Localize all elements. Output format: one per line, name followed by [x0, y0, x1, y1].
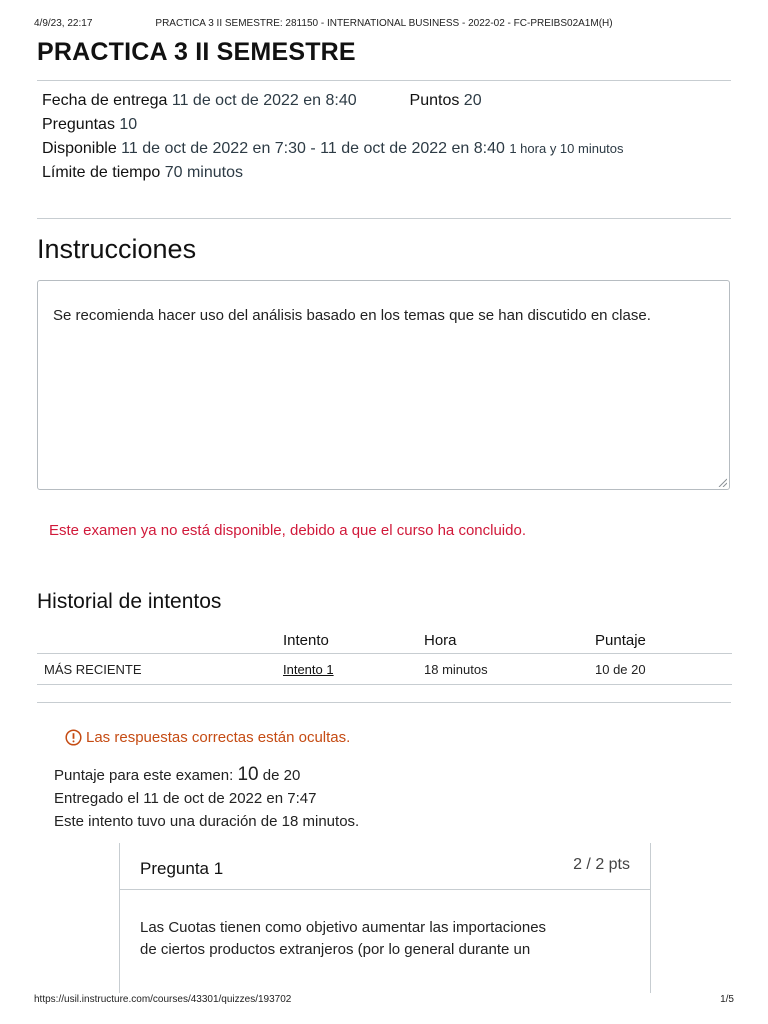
- column-header-intento: Intento: [283, 627, 424, 654]
- column-header: [37, 627, 283, 654]
- available-label: Disponible: [42, 140, 117, 157]
- instructions-text: Se recomienda hacer uso del análisis basado en los temas que se han discutido en clase.: [53, 307, 651, 324]
- score-value: 10: [237, 764, 259, 785]
- score-suffix: de 20: [262, 767, 301, 784]
- quiz-details: [42, 89, 702, 185]
- question-card: [119, 843, 651, 993]
- submitted-line: Entregado el 11 de oct de 2022 en 7:47: [54, 790, 317, 807]
- print-page-number: 1/5: [720, 994, 734, 1005]
- table-row: [37, 654, 732, 685]
- divider: [37, 702, 731, 703]
- time-limit-value: 70 minutos: [164, 164, 243, 181]
- points-label: Puntos: [409, 92, 460, 109]
- time-limit-row: [42, 161, 702, 185]
- page-title: PRACTICA 3 II SEMESTRE: [37, 38, 356, 66]
- hidden-answers-notice: [65, 729, 350, 746]
- due-row: [42, 89, 702, 113]
- column-header-puntaje: Puntaje: [595, 627, 732, 654]
- print-url: https://usil.instructure.com/courses/43301/quizzes/193702: [34, 994, 292, 1005]
- questions-value: 10: [119, 116, 138, 133]
- time-limit-label: Límite de tiempo: [42, 164, 161, 181]
- print-document-title: PRACTICA 3 II SEMESTRE: 281150 - INTERNATIONAL BUSINESS - 2022-02 - FC-PREIBS02A1M(H): [155, 18, 613, 29]
- question-text-line: Las Cuotas tienen como objetivo aumentar las importaciones: [140, 919, 547, 936]
- questions-row: [42, 113, 702, 137]
- due-value: 11 de oct de 2022 en 8:40: [171, 92, 357, 109]
- questions-label: Preguntas: [42, 116, 115, 133]
- attempt-label: MÁS RECIENTE: [37, 654, 283, 685]
- question-points: 2 / 2 pts: [573, 856, 630, 873]
- question-header: [120, 843, 650, 890]
- warning-circle-icon: [65, 729, 82, 746]
- history-heading: Historial de intentos: [37, 590, 222, 613]
- score-prefix: Puntaje para este examen:: [54, 767, 234, 784]
- table-header-row: [37, 627, 732, 654]
- available-duration: 1 hora y 10 minutos: [509, 141, 624, 156]
- column-header-hora: Hora: [424, 627, 595, 654]
- duration-line: Este intento tuvo una duración de 18 minutos.: [54, 813, 360, 830]
- attempt-score: 10 de 20: [595, 654, 732, 685]
- attempt-link[interactable]: Intento 1: [283, 661, 334, 677]
- due-label: Fecha de entrega: [42, 92, 168, 109]
- instructions-box: [37, 280, 730, 490]
- score-line: [54, 763, 359, 787]
- available-value: 11 de oct de 2022 en 7:30 - 11 de oct de 2022 en 8:40: [121, 140, 505, 157]
- question-text-line: de ciertos productos extranjeros (por lo general durante un: [140, 941, 531, 958]
- print-date: 4/9/23, 22:17: [34, 18, 93, 29]
- divider: [37, 218, 731, 219]
- score-summary: [54, 763, 359, 833]
- hidden-answers-text: Las respuestas correctas están ocultas.: [86, 729, 351, 746]
- instructions-heading: Instrucciones: [37, 234, 197, 264]
- resize-grip-icon[interactable]: [717, 477, 727, 487]
- points-value: 20: [463, 92, 482, 109]
- available-row: [42, 137, 702, 161]
- attempt-time: 18 minutos: [424, 654, 595, 685]
- attempts-table: [37, 627, 732, 685]
- divider: [37, 80, 731, 81]
- question-text: [140, 917, 630, 961]
- unavailable-warning: Este examen ya no está disponible, debido a que el curso ha concluido.: [49, 522, 526, 539]
- question-title: Pregunta 1: [140, 859, 224, 878]
